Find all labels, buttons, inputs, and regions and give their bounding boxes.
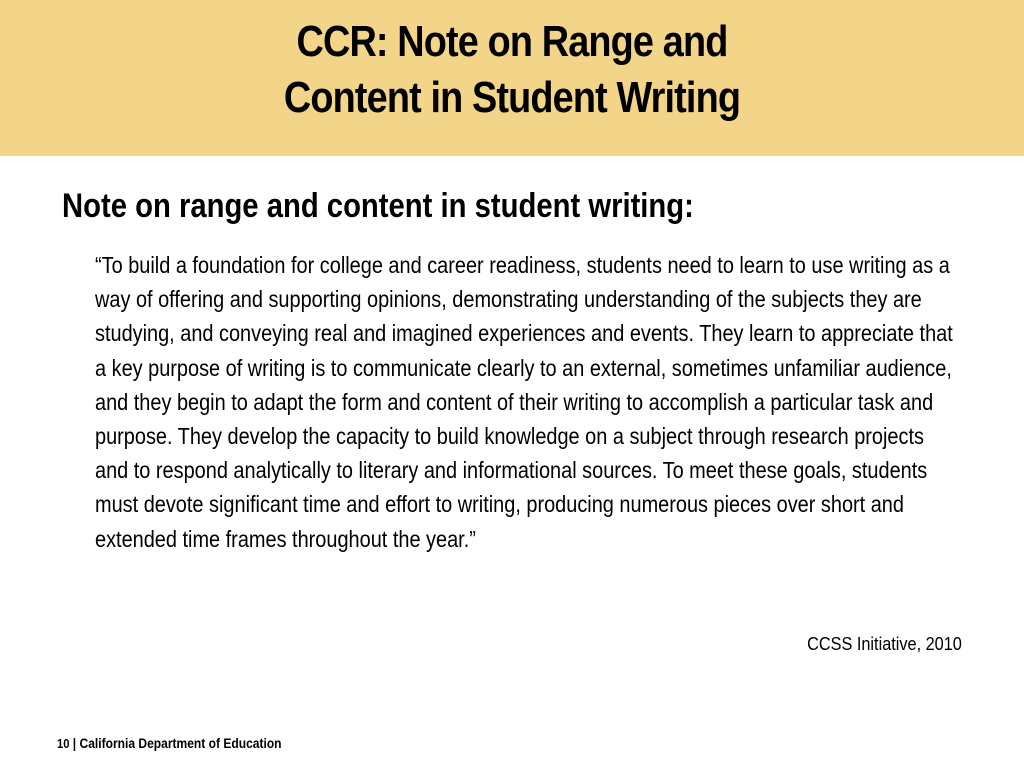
quote-paragraph: “To build a foundation for college and career readiness, students need to learn to use writing as a way of offering and supporting opinions, demonstrating understanding of the subjects they are studying, and conveying real and imagined experiences and events. They learn to appreciate that a key purpose of writing is to communicate clearly to an external, sometimes unfamiliar audience, and they begin to adapt the form and content of their writing to accomplish a particular task and purpose. They develop the capacity to build knowledge on a subject through research projects and to respond analytically to literary and informational sources. To meet these goals, students must devote significant time and effort to writing, producing numerous pieces over short and extended time frames throughout the year.” [95,252,953,552]
slide-title-line-2: Content in Student Writing [283,73,741,122]
slide-title [72,14,953,126]
section-subheading: Note on range and content in student writing: [62,187,694,225]
slide-footer [57,734,282,753]
footer-organization: California Department of Education [79,735,282,751]
slide-title-line-1: CCR: Note on Range and [296,17,728,66]
quote-citation: CCSS Initiative, 2010 [807,633,962,654]
page-number: 10 [57,736,70,751]
footer-separator: | [69,735,80,751]
